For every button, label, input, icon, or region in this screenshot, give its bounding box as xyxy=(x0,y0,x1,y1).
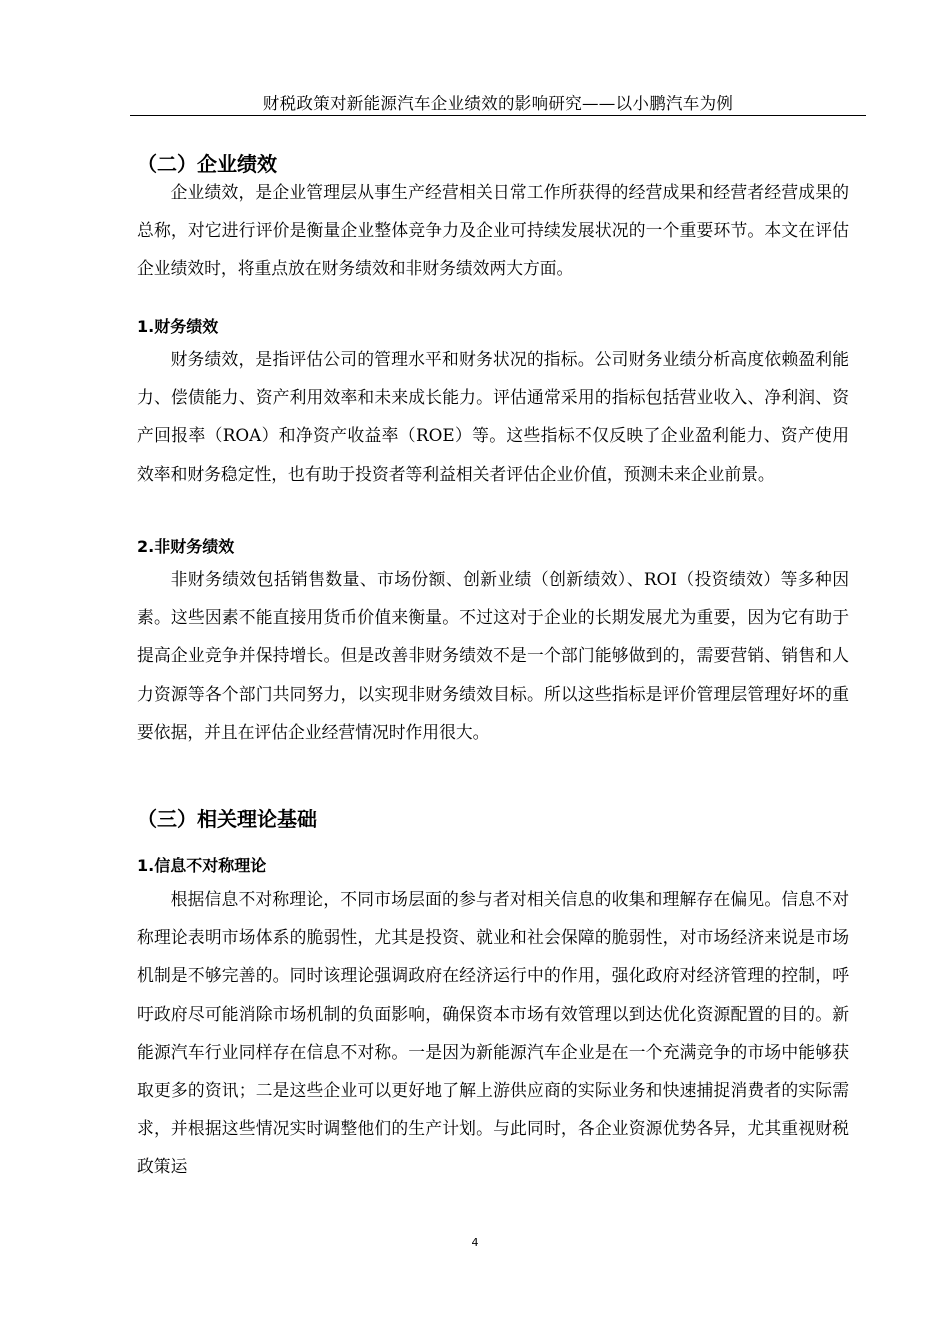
subheading-information-asymmetry: 1.信息不对称理论 xyxy=(137,856,267,875)
section-heading-enterprise-performance: （二）企业绩效 xyxy=(137,152,277,176)
paragraph-non-financial-performance: 非财务绩效包括销售数量、市场份额、创新业绩（创新绩效）、ROI（投资绩效）等多种因素。这些因素不能直接用货币价值来衡量。不过这对于企业的长期发展尤为重要，因为它有助于提高企业竞争并保持增长。但是改善非财务绩效不是一个部门能够做到的，需要营销、销售和人力资源等各个部门共同努力，以实现非财务绩效目标。所以这些指标是评价管理层管理好坏的重要依据，并且在评估企业经营情况时作用很大。 xyxy=(137,569,849,742)
running-header: 财税政策对新能源汽车企业绩效的影响研究——以小鹏汽车为例 xyxy=(262,94,734,113)
section-heading-related-theory: （三）相关理论基础 xyxy=(137,807,317,831)
subheading-non-financial-performance: 2.非财务绩效 xyxy=(137,537,235,556)
paragraph-enterprise-performance-intro: 企业绩效，是企业管理层从事生产经营相关日常工作所获得的经营成果和经营者经营成果的总称，对它进行评价是衡量企业整体竞争力及企业可持续发展状况的一个重要环节。本文在评估企业绩效时，将重点放在财务绩效和非财务绩效两大方面。 xyxy=(137,182,849,279)
page-number: 4 xyxy=(471,1236,479,1249)
header-rule xyxy=(130,115,866,116)
paragraph-information-asymmetry: 根据信息不对称理论，不同市场层面的参与者对相关信息的收集和理解存在偏见。信息不对称理论表明市场体系的脆弱性，尤其是投资、就业和社会保障的脆弱性，对市场经济来说是市场机制是不够完善的。同时该理论强调政府在经济运行中的作用，强化政府对经济管理的控制，呼吁政府尽可能消除市场机制的负面影响，确保资本市场有效管理以到达优化资源配置的目的。新能源汽车行业同样存在信息不对称。一是因为新能源汽车企业是在一个充满竞争的市场中能够获取更多的资讯；二是这些企业可以更好地了解上游供应商的实际业务和快速捕捉消费者的实际需求，并根据这些情况实时调整他们的生产计划。与此同时，各企业资源优势各异，尤其重视财税政策运 xyxy=(137,889,849,1177)
subheading-financial-performance: 1.财务绩效 xyxy=(137,317,219,336)
paragraph-financial-performance: 财务绩效，是指评估公司的管理水平和财务状况的指标。公司财务业绩分析高度依赖盈利能力、偿债能力、资产利用效率和未来成长能力。评估通常采用的指标包括营业收入、净利润、资产回报率（ROA）和净资产收益率（ROE）等。这些指标不仅反映了企业盈利能力、资产使用效率和财务稳定性，也有助于投资者等利益相关者评估企业价值，预测未来企业前景。 xyxy=(137,349,849,484)
